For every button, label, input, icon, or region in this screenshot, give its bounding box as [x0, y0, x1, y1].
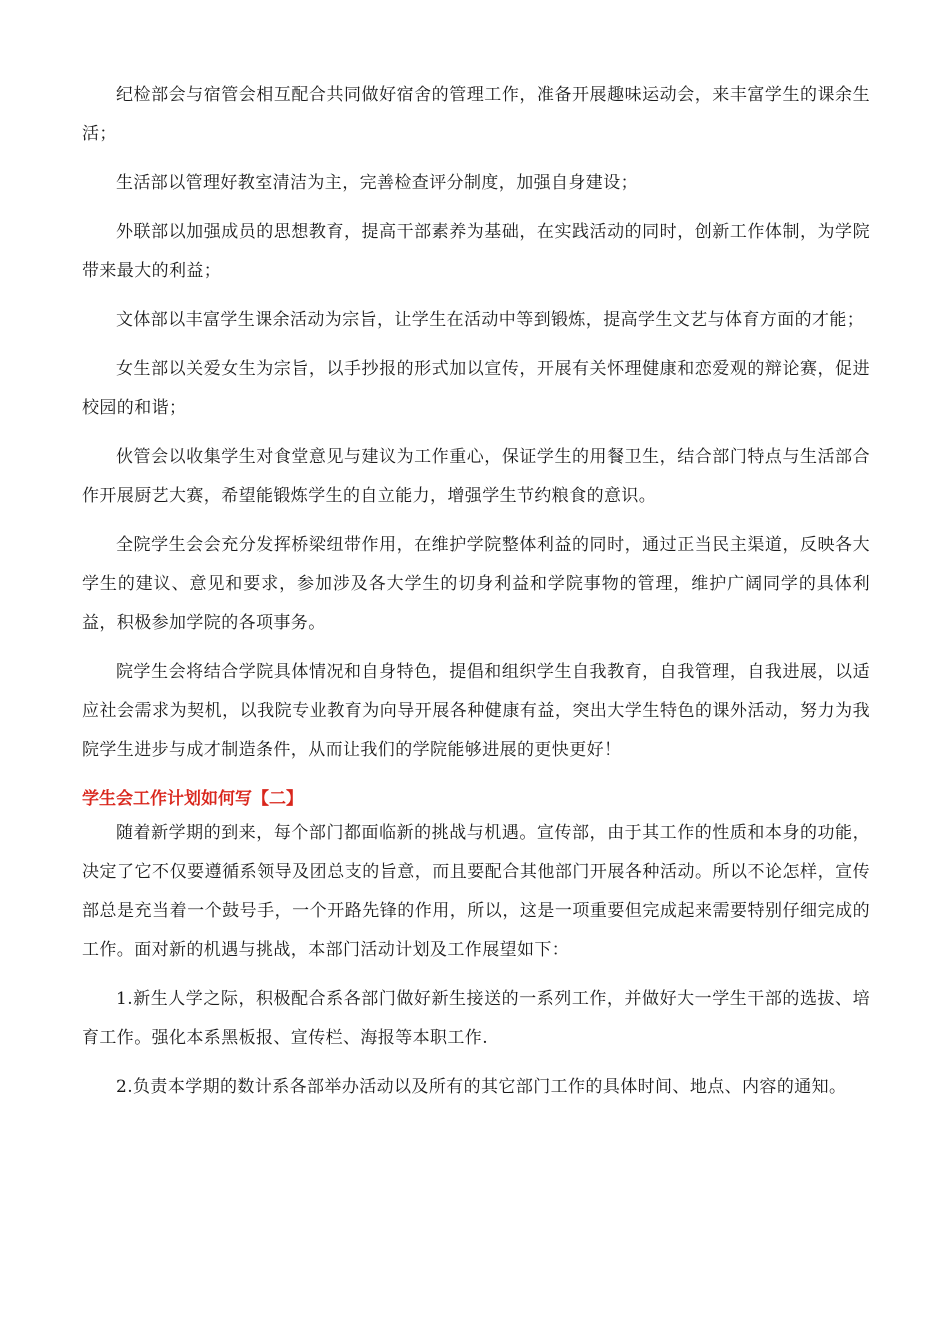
document-body [82, 76, 870, 1117]
paragraph-plan-item-2: 2.负责本学期的数计系各部举办活动以及所有的其它部门工作的具体时间、地点、内容的通知。 [116, 1077, 847, 1097]
paragraph-discipline-dept: 纪检部会与宿管会相互配合共同做好宿舍的管理工作，准备开展趣味运动会，来丰富学生的课余生活； [82, 85, 870, 144]
paragraph-catering-committee: 伙管会以收集学生对食堂意见与建议为工作重心，保证学生的用餐卫生，结合部门特点与生活部合作开展厨艺大赛，希望能锻炼学生的自立能力，增强学生节约粮食的意识。 [82, 447, 870, 506]
paragraph-student-union-goal: 院学生会将结合学院具体情况和自身特色，提倡和组织学生自我教育，自我管理，自我进展，以适应社会需求为契机，以我院专业教育为向导开展各种健康有益，突出大学生特色的课外活动，努力为我院学生进步与成才制造条件，从而让我们的学院能够进展的更快更好！ [82, 662, 870, 760]
paragraph-sports-dept: 文体部以丰富学生课余活动为宗旨，让学生在活动中等到锻炼，提高学生文艺与体育方面的才能； [116, 310, 865, 330]
paragraph-publicity-intro: 随着新学期的到来，每个部门都面临新的挑战与机遇。宣传部，由于其工作的性质和本身的功能，决定了它不仅要遵循系领导及团总支的旨意，而且要配合其他部门开展各种活动。所以不论怎样，宣传部总是充当着一个鼓号手，一个开路先锋的作用，所以，这是一项重要但完成起来需要特别仔细完成的工作。面对新的机遇与挑战，本部门活动计划及工作展望如下： [82, 823, 870, 960]
paragraph-life-dept: 生活部以管理好教室清洁为主，完善检查评分制度，加强自身建设； [116, 173, 638, 193]
paragraph-female-dept: 女生部以关爱女生为宗旨，以手抄报的形式加以宣传，开展有关怀理健康和恋爱观的辩论赛，促进校园的和谐； [82, 359, 870, 418]
paragraph-plan-item-1: 1.新生人学之际，积极配合系各部门做好新生接送的一系列工作，并做好大一学生干部的选拔、培育工作。强化本系黑板报、宣传栏、海报等本职工作. [82, 989, 870, 1048]
paragraph-student-union-role: 全院学生会会充分发挥桥梁纽带作用，在维护学院整体利益的同时，通过正当民主渠道，反映各大学生的建议、意见和要求，参加涉及各大学生的切身利益和学院事物的管理，维护广阔同学的具体利益，积极参加学院的各项事务。 [82, 535, 870, 633]
paragraph-external-dept: 外联部以加强成员的思想教育，提高干部素养为基础，在实践活动的同时，创新工作体制，为学院带来最大的利益； [82, 222, 870, 281]
section-heading: 学生会工作计划如何写【二】 [82, 789, 303, 809]
